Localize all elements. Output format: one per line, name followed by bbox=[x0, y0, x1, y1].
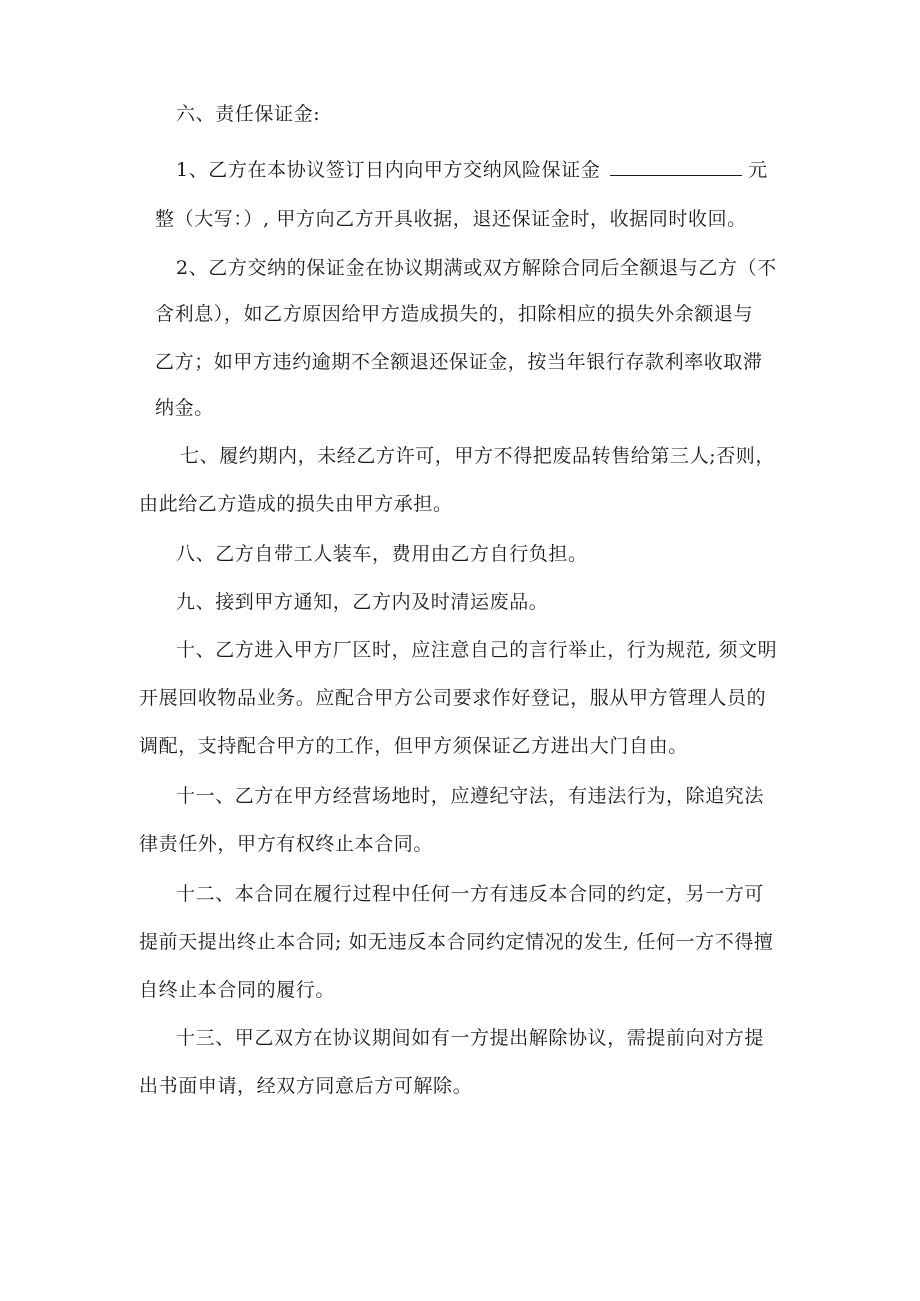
section-6-clause-1-line-2: 整（大写：）, 甲方向乙方开具收据，退还保证金时，收据同时收回。 bbox=[155, 208, 747, 230]
section-11-line-2: 律责任外，甲方有权终止本合同。 bbox=[139, 833, 434, 855]
section-13-line-2: 出书面申请，经双方同意后方可解除。 bbox=[139, 1075, 473, 1097]
section-8-line-1: 八、乙方自带工人装车，费用由乙方自行负担。 bbox=[176, 543, 588, 565]
section-6-heading: 六、责任保证金: bbox=[176, 103, 321, 125]
section-7-line-2: 由此给乙方造成的损失由甲方承担。 bbox=[139, 493, 453, 515]
amount-blank bbox=[610, 159, 742, 176]
section-6-clause-1-line-1 bbox=[176, 158, 768, 182]
section-13-line-1: 十三、甲乙双方在协议期间如有一方提出解除协议，需提前向对方提 bbox=[176, 1027, 765, 1049]
section-10-line-3: 调配，支持配合甲方的工作，但甲方须保证乙方进出大门自由。 bbox=[139, 735, 688, 757]
section-12-line-3: 自终止本合同的履行。 bbox=[139, 979, 336, 1001]
section-6-clause-2-line-3: 乙方；如甲方违约逾期不全额退还保证金，按当年银行存款利率收取滞 bbox=[155, 351, 763, 373]
section-12-line-1: 十二、本合同在履行过程中任何一方有违反本合同的约定，另一方可 bbox=[176, 883, 765, 905]
clause-1-text: 1、乙方在本协议签订日内向甲方交纳风险保证金 bbox=[176, 159, 601, 181]
section-7-line-1: 七、履约期内，未经乙方许可，甲方不得把废品转售给第三人;否则， bbox=[180, 445, 776, 467]
currency-unit: 元 bbox=[748, 159, 768, 181]
section-11-line-1: 十一、乙方在甲方经营场地时，应遵纪守法，有违法行为，除追究法 bbox=[176, 785, 765, 807]
section-6-clause-2-line-2: 含利息），如乙方原因给甲方造成损失的，扣除相应的损失外余额退与 bbox=[155, 303, 754, 325]
section-6-clause-2-line-1: 2、乙方交纳的保证金在协议期满或双方解除合同后全额退与乙方（不 bbox=[176, 257, 777, 279]
section-10-line-2: 开展回收物品业务。应配合甲方公司要求作好登记，服从甲方管理人员的 bbox=[139, 687, 767, 709]
section-12-line-2: 提前天提出终止本合同; 如无违反本合同约定情况的发生, 任何一方不得擅 bbox=[139, 931, 774, 953]
section-6-clause-2-line-4: 纳金。 bbox=[155, 397, 214, 419]
section-9-line-1: 九、接到甲方通知，乙方内及时清运废品。 bbox=[176, 591, 549, 613]
section-10-line-1: 十、乙方进入甲方厂区时，应注意自己的言行举止，行为规范, 须文明 bbox=[176, 639, 778, 661]
